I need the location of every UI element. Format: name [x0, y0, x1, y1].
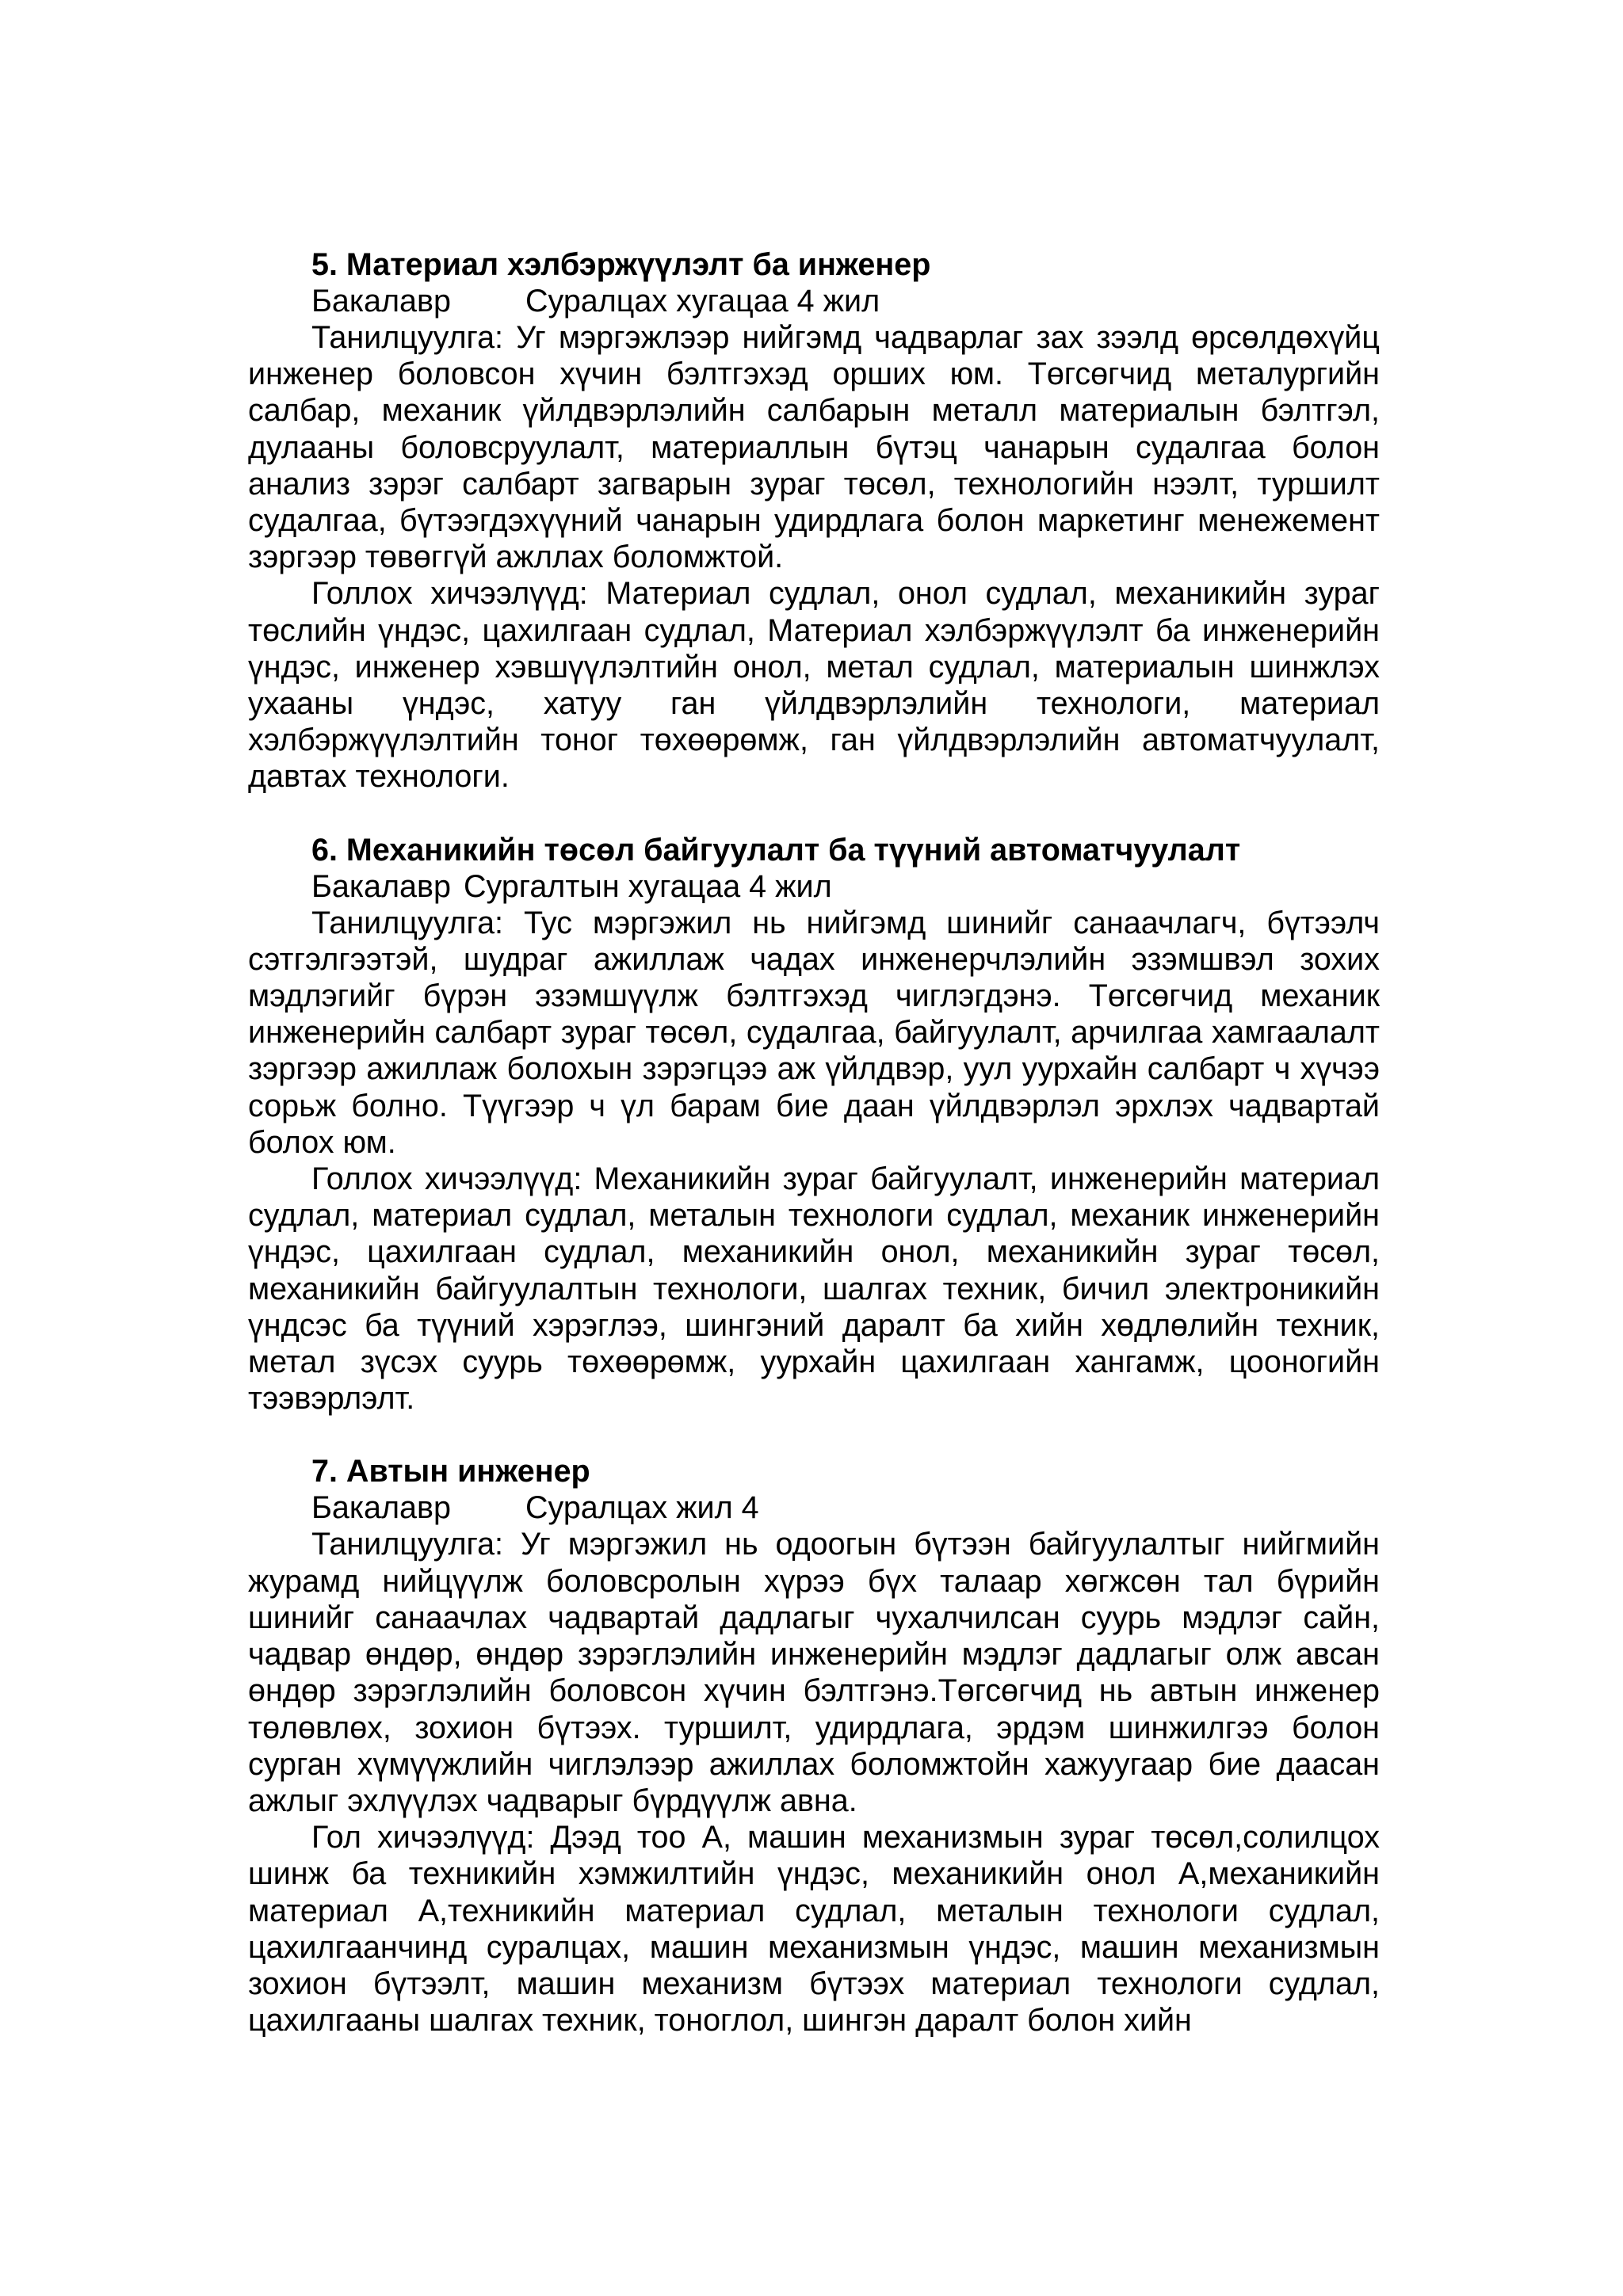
degree-label: Бакалавр [311, 1490, 451, 1526]
section-mechanical-design [248, 832, 1380, 1417]
section-heading: 5. Материал хэлбэржүүлэлт ба инженер [311, 247, 931, 282]
document-page [248, 246, 1380, 2039]
intro-paragraph: Танилцуулга: Уг мэргэжлээр нийгэмд чадварлаг зах зээлд өрсөлдөхүйц инженер боловсон хүчин бэлтгэхэд орших юм. Төгсөгчид металургийн салбар, механик үйлдвэрлэлийн салбарын металл материалын бэлтгэл, дулааны боловсруулалт, материаллын бүтэц чанарын судалгаа болон анализ зэрэг салбарт загварын зураг төсөл, технологийн нээлт, туршилт судалгаа, бүтээгдэхүүний чанарын удирдлага болон маркетинг менежемент зэргээр төвөггүй ажллах боломжтой. [248, 320, 1380, 575]
intro-paragraph: Танилцуулга: Тус мэргэжил нь нийгэмд шинийг санаачлагч, бүтээлч сэтгэлгээтэй, шудраг ажиллаж чадах инженерчлэлийн эзэмшвэл зохих мэдлэгийг бүрэн эзэмшүүлж бэлтгэхэд чиглэгдэнэ. Төгсөгчид механик инженерийн салбарт зураг төсөл, судалгаа, байгуулалт, арчилгаа хамгаалалт зэргээр ажиллаж болохын зэрэгцээ аж үйлдвэр, уул уурхайн салбарт ч хүчээ сорьж болно. Түүгээр ч үл барам бие даан үйлдвэрлэл эрхлэх чадвартай болох юм. [248, 905, 1380, 1160]
degree-label: Бакалавр [311, 868, 451, 904]
courses-paragraph: Гол хичээлүүд: Дээд тоо А, машин механизмын зураг төсөл,солилцох шинж ба техникийн хэмжилтийн үндэс, механикийн онол А,механикийн материал А,техникийн материал судлал, металын технологи судлал, цахилгаанчинд суралцах, машин механизмын үндэс, машин механизмын зохион бүтээлт, машин механизм бүтээх материал технологи судлал, цахилгааны шалгах техник, тоноглол, шингэн даралт болон хийн [248, 1820, 1380, 2039]
degree-line [311, 1489, 1380, 1526]
degree-label: Бакалавр [311, 284, 451, 318]
duration-label: Сургалтын хугацаа 4 жил [463, 868, 832, 904]
degree-line [311, 868, 1380, 905]
section-heading: 6. Механикийн төсөл байгуулалт ба түүний автоматчуулалт [311, 832, 1241, 868]
degree-line [311, 283, 1380, 319]
duration-label: Суралцах жил 4 [525, 1490, 759, 1526]
section-heading: 7. Автын инженер [311, 1454, 590, 1489]
courses-paragraph: Голлох хичээлүүд: Механикийн зураг байгуулалт, инженерийн материал судлал, материал судлал, металын технологи судлал, механик инженерийн үндэс, цахилгаан судлал, механикийн онол, механикийн зураг төсөл, механикийн байгуулалтын технологи, шалгах техник, бичил электроникийн үндсэс ба түүний хэрэглээ, шингэний даралт ба хийн хөдлөлийн техник, метал зүсэх суурь төхөөрөмж, уурхайн цахилгаан хангамж, цооногийн тээвэрлэлт. [248, 1161, 1380, 1417]
duration-label: Суралцах хугацаа 4 жил [525, 284, 880, 318]
intro-paragraph: Танилцуулга: Уг мэргэжил нь одоогын бүтээн байгуулалтыг нийгмийн журамд нийцүүлж боловсролын хүрээ бүх талаар хөгжсөн тал бүрийн шинийг санаачлах чадвартай дадлагыг чухалчилсан суурь мэдлэг сайн, чадвар өндөр, өндөр зэрэглэлийн инженерийн мэдлэг дадлагыг олж авсан өндөр зэрэглэлийн боловсон хүчин бэлтгэнэ.Төгсөгчид нь автын инженер төлөвлөх, зохион бүтээх. туршилт, удирдлага, эрдэм шинжилгээ болон сурган хүмүүжлийн чиглэлээр ажиллах боломжтойн хажуугаар бие даасан ажлыг эхлүүлэх чадварыг бүрдүүлж авна. [248, 1527, 1380, 1818]
section-automotive-engineer [248, 1453, 1380, 2039]
section-materials-forming [248, 246, 1380, 795]
courses-paragraph: Голлох хичээлүүд: Материал судлал, онол судлал, механикийн зураг төслийн үндэс, цахилгаан судлал, Материал хэлбэржүүлэлт ба инженерийн үндэс, инженер хэвшүүлэлтийн онол, метал судлал, материалын шинжлэх ухааны үндэс, хатуу ган үйлдвэрлэлийн технологи, материал хэлбэржүүлэлтийн тоног төхөөрөмж, ган үйлдвэрлэлийн автоматчуулалт, давтах технологи. [248, 576, 1380, 795]
